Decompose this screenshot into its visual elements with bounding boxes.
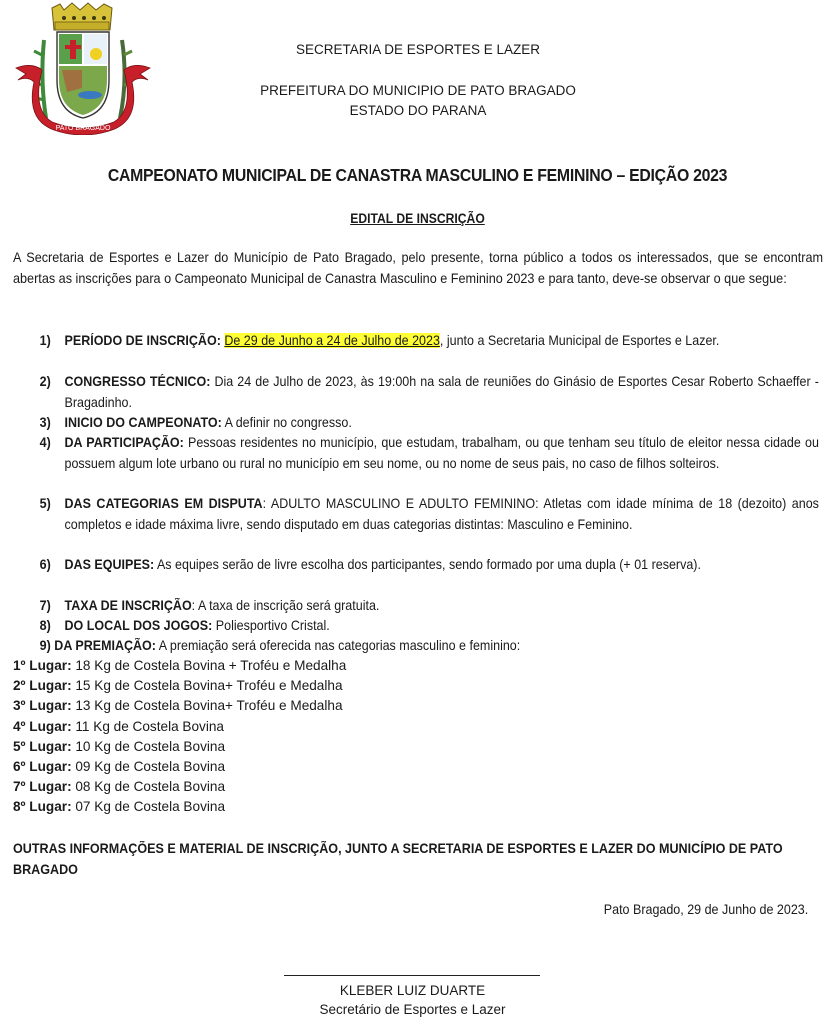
additional-info-notice: OUTRAS INFORMAÇÕES E MATERIAL DE INSCRIÇÃO, JUNTO A SECRETARIA DE ESPORTES E LAZER DO MUNICÍPIO DE PATO BRAGADO [13,841,783,877]
crown-icon [52,3,112,30]
item-text: : ADULTO MASCULINO E ADULTO FEMININO: Atletas com idade mínima de 18 (dezoito) anos completos e idade máxima livre, sendo disputado em duas categorias distintas: Masculino e Feminino. [64,496,819,532]
prize-place: 8º Lugar: [13,799,72,814]
prize-row [13,696,343,716]
prize-row [13,777,225,797]
list-item-8 [36,616,804,637]
item-number: 5) [39,496,51,511]
list-item-9 [36,636,804,657]
item-label: DAS EQUIPES: [64,557,155,572]
prize-text: 15 Kg de Costela Bovina+ Troféu e Medalha [71,678,343,693]
prize-text: 10 Kg de Costela Bovina [71,739,226,754]
item-number: 9) [39,638,51,653]
item-text: A definir no congresso. [221,415,352,430]
dateline: Pato Bragado, 29 de Junho de 2023. [603,902,808,917]
header-secretaria: SECRETARIA DE ESPORTES E LAZER [295,42,541,57]
item-number: 4) [39,435,51,450]
prize-row [13,717,224,737]
item-label: DO LOCAL DOS JOGOS: [64,618,213,633]
prize-text: 13 Kg de Costela Bovina+ Troféu e Medalha [71,698,343,713]
item-number: 3) [39,415,51,430]
item-label: DA PARTICIPAÇÃO: [64,435,184,450]
item-text: Dia 24 de Julho de 2023, às 19:00h na sala de reuniões do Ginásio de Esportes Cesar Roberto Schaeffer - Bragadinho. [64,374,819,410]
item-number: 8) [39,618,51,633]
signature-line [284,975,540,976]
prize-place: 2º Lugar: [13,678,72,693]
prize-place: 4º Lugar: [13,719,72,734]
item-label: TAXA DE INSCRIÇÃO [64,598,192,613]
item-text: , junto a Secretaria Municipal de Esportes e Lazer. [439,333,720,348]
prize-text: 09 Kg de Costela Bovina [71,759,226,774]
signatory-role: Secretário de Esportes e Lazer [319,1002,506,1017]
item-text: Poliesportivo Cristal. [212,618,330,633]
item-text: : A taxa de inscrição será gratuita. [191,598,380,613]
item-label: CONGRESSO TÉCNICO: [64,374,211,389]
header-prefeitura: PREFEITURA DO MUNICIPIO DE PATO BRAGADO [260,83,576,98]
header-estado: ESTADO DO PARANA [349,103,487,118]
prize-row [13,757,225,777]
list-item-4 [36,433,819,474]
document-subtitle: EDITAL DE INSCRIÇÃO [350,211,485,226]
item-label: INICIO DO CAMPEONATO: [64,415,222,430]
list-item-5 [36,494,819,535]
item-text: Pessoas residentes no município, que estudam, trabalham, ou que tenham seu título de eleitor nessa cidade ou possuem algum lote urbano ou rural no município em seu nome, ou no nome de seus pais, no caso de filhos solteiros. [64,435,819,471]
prize-row [13,676,343,696]
item-label: PERÍODO DE INSCRIÇÃO: [64,333,221,348]
item-label: DA PREMIAÇÃO: [54,638,156,653]
prize-text: 07 Kg de Costela Bovina [71,799,226,814]
document-title: CAMPEONATO MUNICIPAL DE CANASTRA MASCULINO E FEMININO – EDIÇÃO 2023 [107,165,728,185]
item-label: DAS CATEGORIAS EM DISPUTA [64,496,263,511]
crest-label: PATO BRAGADO [55,125,111,132]
item-number: 2) [39,374,51,389]
list-item-3 [36,413,804,434]
item-number: 6) [39,557,51,572]
item-number: 1) [39,333,51,348]
prize-place: 3º Lugar: [13,698,72,713]
prize-row [13,737,225,757]
item-text: As equipes serão de livre escolha dos participantes, sendo formado por uma dupla (+ 01 reserva). [154,557,701,572]
item-number: 7) [39,598,51,613]
list-item-2 [36,372,819,413]
signatory-name: KLEBER LUIZ DUARTE [339,983,486,998]
list-item-1 [36,331,804,352]
item-text: A premiação será oferecida nas categorias masculino e feminino: [155,638,521,653]
list-item-6 [36,555,804,576]
list-item-7 [36,596,804,617]
highlighted-period: De 29 de Junho a 24 de Julho de 2023 [224,333,440,348]
prize-text: 18 Kg de Costela Bovina + Troféu e Medalha [71,658,347,673]
prize-row [13,797,225,817]
prize-text: 11 Kg de Costela Bovina [71,719,224,734]
intro-paragraph: A Secretaria de Esportes e Lazer do Município de Pato Bragado, pelo presente, torna público a todos os interessados, que se encontram abertas as inscrições para o Campeonato Municipal de Canastra Masculino e Feminino 2023 e para tanto, deve-se observar o que segue: [13,250,824,286]
prize-place: 5º Lugar: [13,739,72,754]
prize-row [13,656,346,676]
prize-place: 1º Lugar: [13,658,72,673]
prize-place: 7º Lugar: [13,779,72,794]
prize-place: 6º Lugar: [13,759,72,774]
prize-text: 08 Kg de Costela Bovina [71,779,226,794]
